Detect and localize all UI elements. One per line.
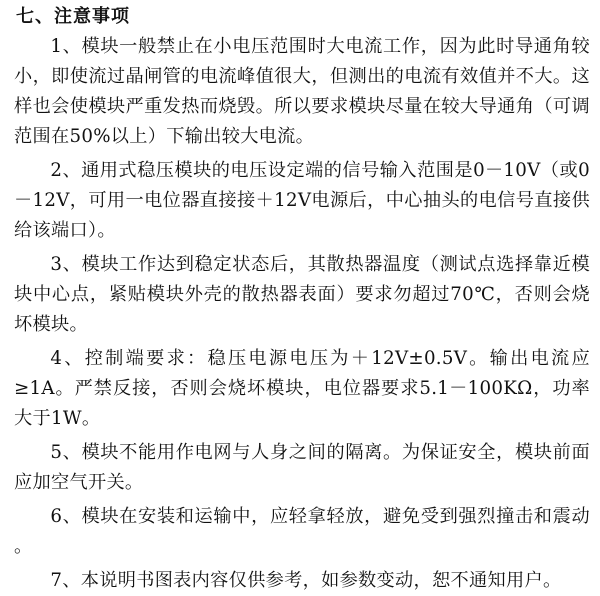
note-item-6: 6、模块在安装和运输中，应轻拿轻放，避免受到强烈撞击和震动 。	[14, 506, 590, 557]
note-item-5: 5、模块不能用作电网与人身之间的隔离。为保证安全，模块前面应加空气开关。	[14, 442, 590, 493]
note-item-7: 7、本说明书图表内容仅供参考，如参数变动，恕不通知用户。	[50, 570, 562, 591]
note-item-3: 3、模块工作达到稳定状态后，其散热器温度（测试点选择靠近模块中心点，紧贴模块外壳的散热器表面）要求勿超过70℃，否则会烧坏模块。	[14, 254, 590, 335]
note-item-4: 4、控制端要求：稳压电源电压为＋12V±0.5V。输出电流应≥1A。严禁反接，否则会烧坏模块，电位器要求5.1－100KΩ，功率大于1W。	[14, 348, 590, 429]
section-heading: 七、注意事项	[16, 6, 130, 27]
note-item-2: 2、通用式稳压模块的电压设定端的信号输入范围是0－10V（或0－12V，可用一电位器直接接＋12V电源后，中心抽头的电信号直接供给该端口）。	[14, 160, 590, 241]
note-item-1: 1、模块一般禁止在小电压范围时大电流工作，因为此时导通角较小，即使流过晶闸管的电流峰值很大，但测出的电流有效值并不大。这样也会使模块严重发热而烧毁。所以要求模块尽量在较大导通角（可调范围在50%以上）下输出较大电流。	[14, 36, 590, 147]
